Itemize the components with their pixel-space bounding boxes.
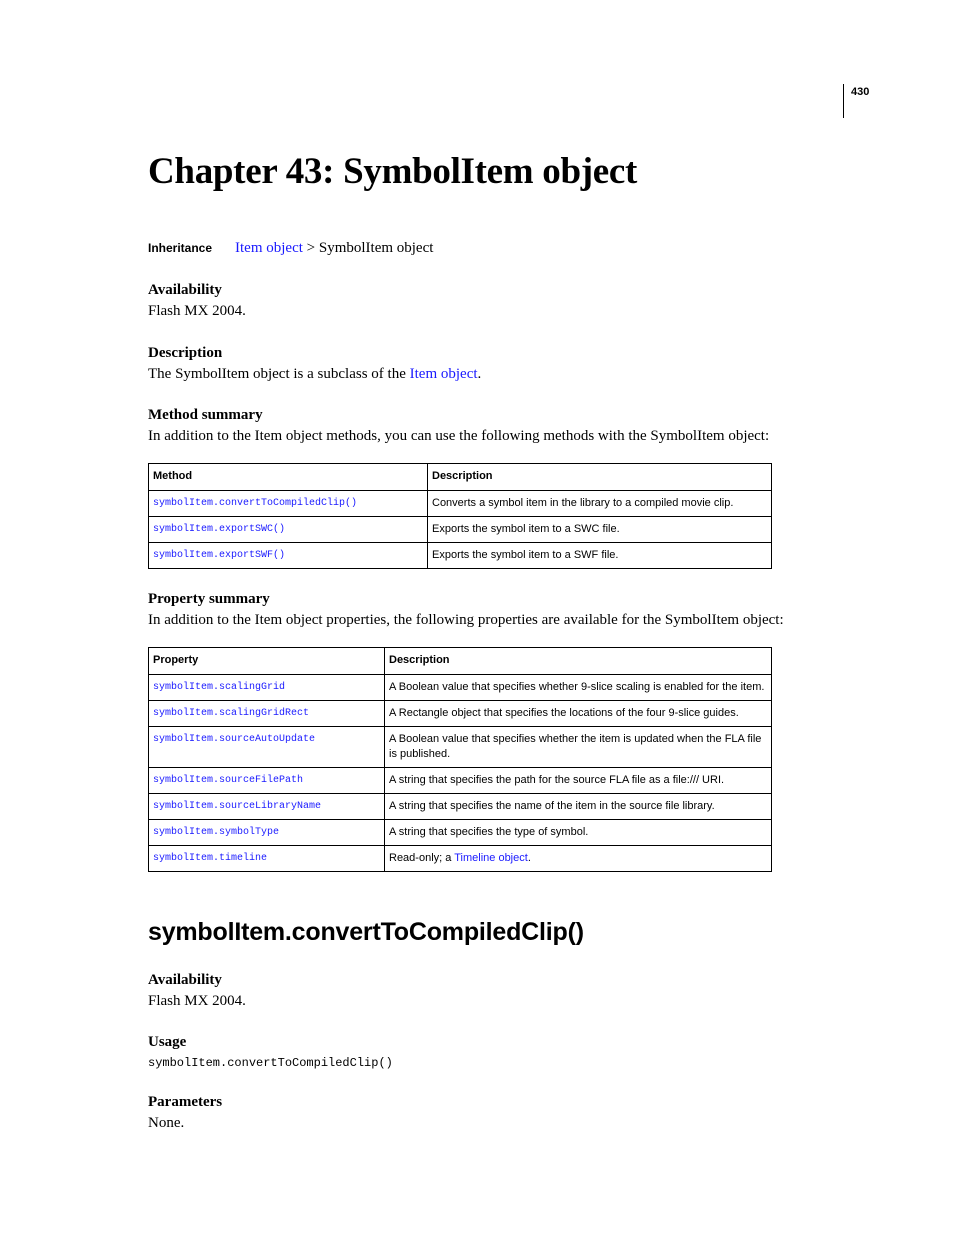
table-row xyxy=(149,517,772,543)
timeline-object-link[interactable]: Timeline object xyxy=(454,852,528,864)
table-row xyxy=(149,794,772,820)
method-table xyxy=(148,463,772,569)
table-row xyxy=(149,675,772,701)
availability-text: Flash MX 2004. xyxy=(148,303,246,319)
table-row xyxy=(149,846,772,872)
description-column-header: Description xyxy=(385,648,772,675)
method-column-header: Method xyxy=(149,464,428,491)
inheritance-rest: > SymbolItem object xyxy=(302,240,434,256)
property-description: A Boolean value that specifies whether 9-slice scaling is enabled for the item. xyxy=(385,675,772,701)
description-item-object-link[interactable]: Item object xyxy=(409,366,478,382)
property-link-source-file-path[interactable]: symbolItem.sourceFilePath xyxy=(149,768,385,794)
table-row xyxy=(149,701,772,727)
method-description: Exports the symbol item to a SWC file. xyxy=(428,517,772,543)
property-link-scaling-grid-rect[interactable]: symbolItem.scalingGridRect xyxy=(149,701,385,727)
property-description: A Rectangle object that specifies the locations of the four 9-slice guides. xyxy=(385,701,772,727)
description-after: . xyxy=(477,366,482,382)
parameters-heading: Parameters xyxy=(148,1094,223,1110)
method-table-header xyxy=(149,464,772,491)
table-row xyxy=(149,491,772,517)
method-link-export-swc[interactable]: symbolItem.exportSWC() xyxy=(149,517,428,543)
method-description: Converts a symbol item in the library to a compiled movie clip. xyxy=(428,491,772,517)
section-availability-text: Flash MX 2004. xyxy=(148,993,246,1009)
page-number-rule xyxy=(843,84,844,118)
chapter-title: Chapter 43: SymbolItem object xyxy=(148,151,638,192)
parameters-text: None. xyxy=(148,1115,185,1131)
method-link-export-swf[interactable]: symbolItem.exportSWF() xyxy=(149,543,428,569)
page-number: 430 xyxy=(851,86,870,98)
section-title: symbolItem.convertToCompiledClip() xyxy=(148,918,584,946)
table-row xyxy=(149,820,772,846)
description-heading: Description xyxy=(148,345,223,361)
description-before: The SymbolItem object is a subclass of the xyxy=(148,366,410,382)
property-table-header xyxy=(149,648,772,675)
property-description: A string that specifies the name of the item in the source file library. xyxy=(385,794,772,820)
table-row xyxy=(149,727,772,768)
property-summary-intro: In addition to the Item object properties, the following properties are available for the SymbolItem object: xyxy=(148,612,784,628)
method-description: Exports the symbol item to a SWF file. xyxy=(428,543,772,569)
property-link-source-auto-update[interactable]: symbolItem.sourceAutoUpdate xyxy=(149,727,385,768)
description-text xyxy=(148,366,481,383)
inheritance-row xyxy=(148,240,433,257)
availability-heading: Availability xyxy=(148,282,222,298)
property-table xyxy=(148,647,772,872)
description-column-header: Description xyxy=(428,464,772,491)
property-description: A string that specifies the type of symbol. xyxy=(385,820,772,846)
timeline-desc-before: Read-only; a xyxy=(389,852,455,864)
property-link-timeline[interactable]: symbolItem.timeline xyxy=(149,846,385,872)
table-row xyxy=(149,768,772,794)
table-row xyxy=(149,543,772,569)
property-link-scaling-grid[interactable]: symbolItem.scalingGrid xyxy=(149,675,385,701)
section-availability-heading: Availability xyxy=(148,972,222,988)
item-object-link[interactable]: Item object xyxy=(235,240,303,256)
inheritance-label: Inheritance xyxy=(148,241,213,255)
property-description: A Boolean value that specifies whether the item is updated when the FLA file is published. xyxy=(385,727,772,768)
property-column-header: Property xyxy=(149,648,385,675)
property-description xyxy=(385,846,772,872)
property-link-symbol-type[interactable]: symbolItem.symbolType xyxy=(149,820,385,846)
property-link-source-library-name[interactable]: symbolItem.sourceLibraryName xyxy=(149,794,385,820)
method-link-convert-to-compiled-clip[interactable]: symbolItem.convertToCompiledClip() xyxy=(149,491,428,517)
usage-heading: Usage xyxy=(148,1034,187,1050)
usage-code: symbolItem.convertToCompiledClip() xyxy=(148,1056,393,1070)
property-summary-heading: Property summary xyxy=(148,591,270,607)
property-description: A string that specifies the path for the source FLA file as a file:/// URI. xyxy=(385,768,772,794)
method-summary-heading: Method summary xyxy=(148,407,263,423)
method-summary-intro: In addition to the Item object methods, you can use the following methods with the SymbolItem object: xyxy=(148,428,770,444)
timeline-desc-after: . xyxy=(527,852,531,864)
